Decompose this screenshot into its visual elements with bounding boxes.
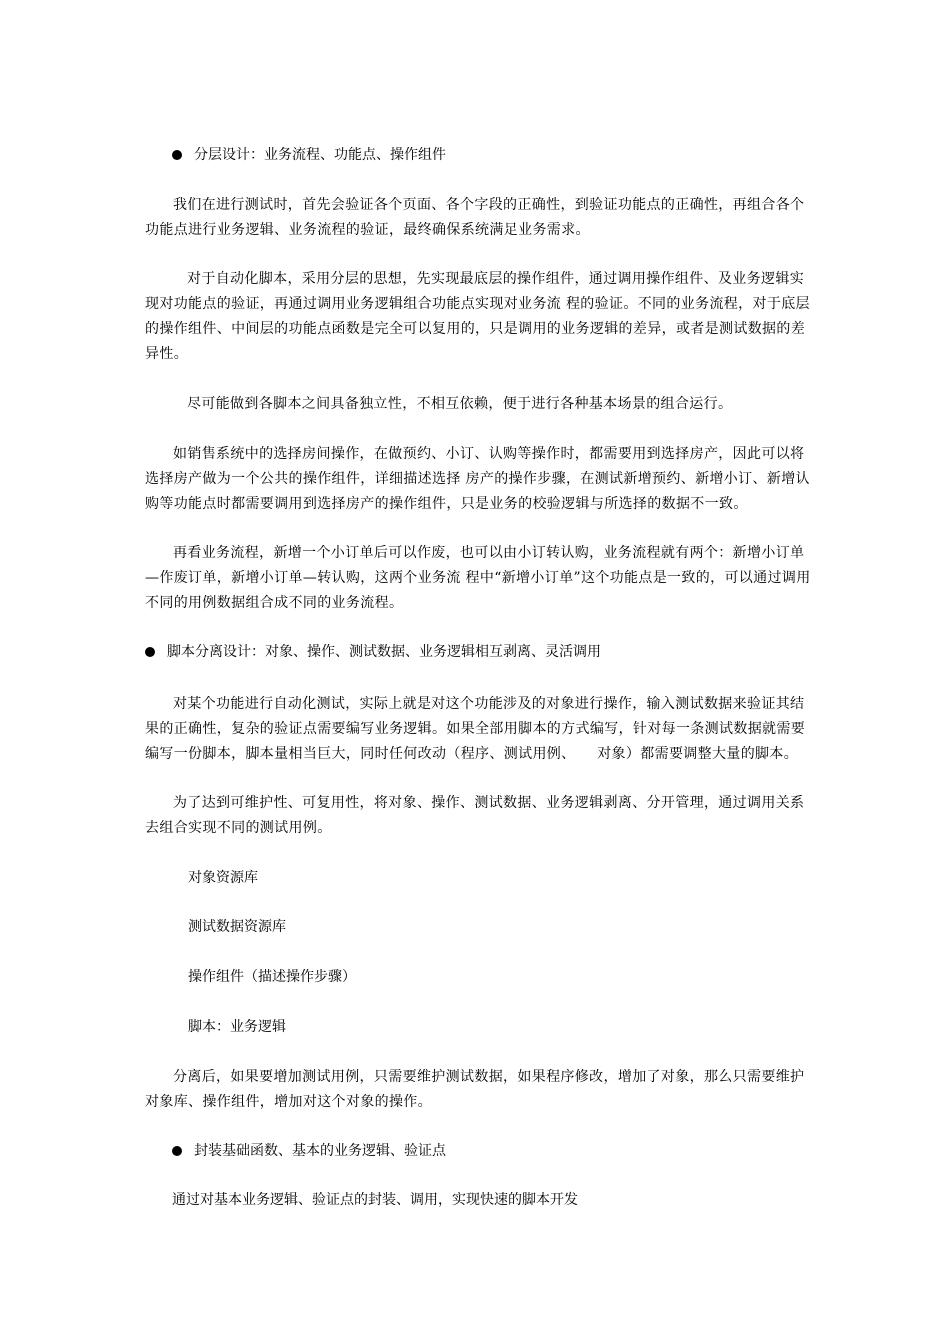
paragraph-fast-development: 通过对基本业务逻辑、验证点的封装、调用，实现快速的脚本开发 — [172, 1192, 578, 1208]
paragraph-independence: 尽可能做到各脚本之间具备独立性，不相互依赖，便于进行各种基本场景的组合运行。 — [187, 396, 733, 412]
bullet-heading-encapsulation: 封装基础函数、基本的业务逻辑、验证点 — [172, 1141, 446, 1161]
list-item-object-repository: 对象资源库 — [188, 870, 258, 886]
paragraph-function-testing: 对某个功能进行自动化测试，实际上就是对这个功能涉及的对象进行操作，输入测试数据来验证其结果的正确性，复杂的验证点需要编写业务逻辑。如果全部用脚本的方式编写，针对每一条测试数据就需要编写一份脚本，脚本量相当巨大，同时任何改动（程序、测试用例、 对象）都需要调整大量的脚本。 — [145, 696, 806, 762]
paragraph-maintainability: 为了达到可维护性、可复用性，将对象、操作、测试数据、业务逻辑剥离、分开管理，通过调用关系去组合实现不同的测试用例。 — [145, 795, 805, 836]
paragraph-business-flow: 再看业务流程，新增一个小订单后可以作废，也可以由小订转认购，业务流程就有两个：新增小订单—作废订单，新增小订单—转认购，这两个业务流 程中“新增小订单”这个功能点是一致的，可以通过调用不同的用例数据组合成不同的业务流程。 — [145, 545, 811, 611]
list-item-script-logic: 脚本：业务逻辑 — [188, 1019, 286, 1035]
paragraph-after-separation: 分离后，如果要增加测试用例，只需要维护测试数据，如果程序修改，增加了对象，那么只需要维护对象库、操作组件，增加对这个对象的操作。 — [145, 1069, 805, 1110]
bullet-icon — [145, 647, 155, 657]
bullet-heading-script-separation: 脚本分离设计：对象、操作、测试数据、业务逻辑相互剥离、灵活调用 — [145, 642, 601, 662]
paragraph-sales-example: 如销售系统中的选择房间操作，在做预约、小订、认购等操作时，都需要用到选择房产，因此可以将选择房产做为一个公共的操作组件，详细描述选择 房产的操作步骤，在测试新增预约、新增小订、新增认购等功能点时都需要调用到选择房产的操作组件，只是业务的校验逻辑与所选择的数据不一致。 — [145, 446, 810, 512]
bullet-heading-layered-design: 分层设计：业务流程、功能点、操作组件 — [172, 145, 446, 165]
paragraph-testing-intro: 我们在进行测试时，首先会验证各个页面、各个字段的正确性，到验证功能点的正确性，再组合各个功能点进行业务逻辑、业务流程的验证，最终确保系统满足业务需求。 — [145, 197, 805, 238]
bullet-icon — [172, 150, 182, 160]
list-item-operation-component: 操作组件（描述操作步骤） — [188, 969, 356, 985]
paragraph-layered-scripts: 对于自动化脚本，采用分层的思想，先实现最底层的操作组件，通过调用操作组件、及业务逻辑实现对功能点的验证，再通过调用业务逻辑组合功能点实现对业务流 程的验证。不同的业务流程，对于底层的操作组件、中间层的功能点函数是完全可以复用的，只是调用的业务逻辑的差异，或者是测试数据的差异性。 — [145, 271, 810, 362]
bullet-icon — [172, 1146, 182, 1156]
list-item-test-data-repository: 测试数据资源库 — [188, 919, 286, 935]
